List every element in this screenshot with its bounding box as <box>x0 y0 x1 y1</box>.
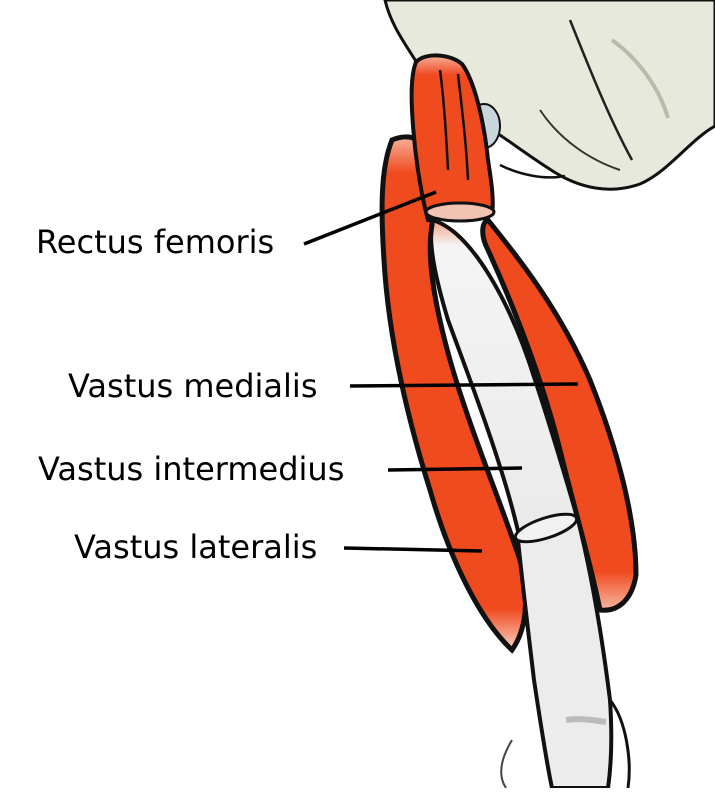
label-vastus-intermedius: Vastus intermedius <box>38 450 345 488</box>
label-rectus-femoris: Rectus femoris <box>36 223 275 261</box>
rectus-femoris-cut-end <box>426 203 494 221</box>
label-vastus-lateralis: Vastus lateralis <box>74 528 318 566</box>
label-vastus-medialis: Vastus medialis <box>68 367 318 405</box>
leader-line-vastus-medialis <box>350 384 578 386</box>
leader-line-vastus-intermedius <box>388 468 522 470</box>
